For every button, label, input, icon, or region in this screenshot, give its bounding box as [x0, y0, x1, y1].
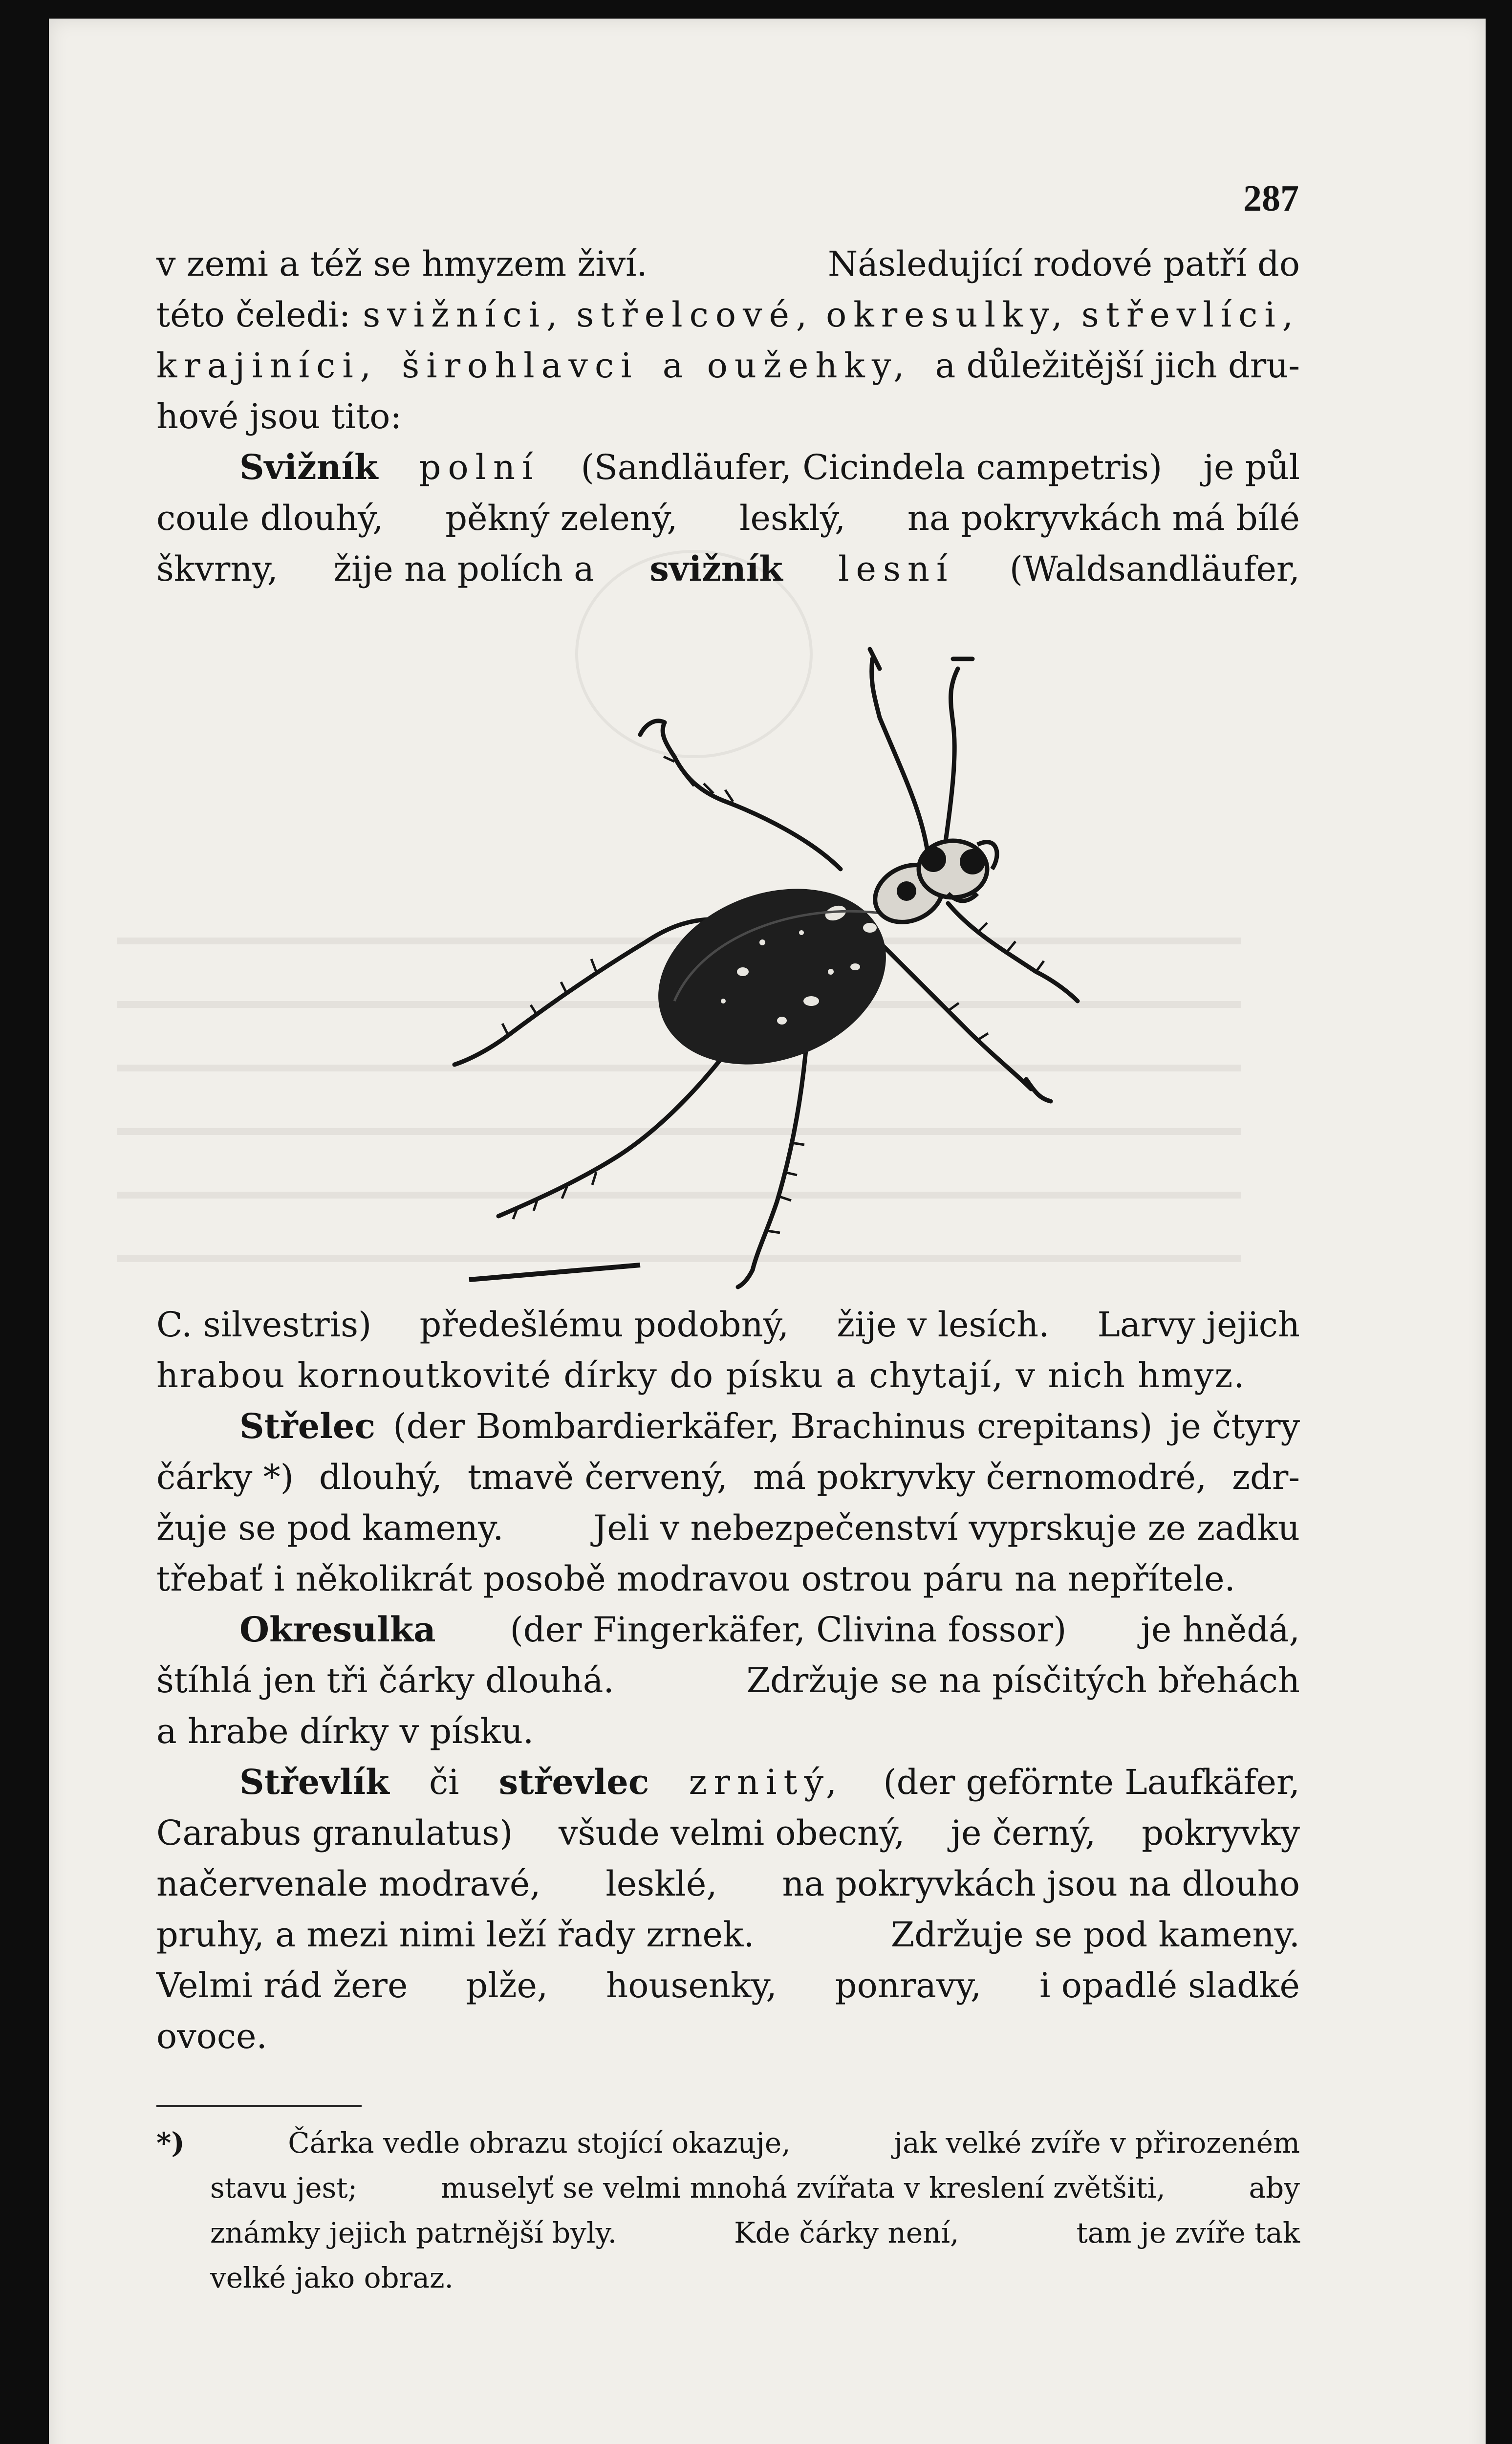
text-segment: Carabus granulatus) — [156, 1813, 513, 1853]
text-segment: Kde čárky není, — [734, 2216, 959, 2249]
text-segment: (der geförnte Laufkäfer, — [883, 1762, 1300, 1802]
text-segment: pokryvky — [1142, 1813, 1300, 1853]
text-line — [156, 1350, 1300, 1401]
genus-name: oužehky, — [707, 346, 911, 386]
text-segment: má pokryvky černomodré, — [753, 1457, 1207, 1497]
leg — [880, 942, 1031, 1089]
text-segment: Larvy jejich — [1097, 1305, 1300, 1345]
genus-name: střevlíci, — [1081, 295, 1300, 335]
text-segment: na pokryvkách má bílé — [907, 498, 1300, 538]
text-segment: Zdržuje se pod kameny. — [890, 1915, 1300, 1955]
text-segment: a hrabe dírky v písku. — [156, 1711, 534, 1751]
text-segment: tam je zvíře tak — [1076, 2216, 1300, 2249]
footnote-marker: *) — [156, 2126, 185, 2160]
text-line — [156, 391, 1300, 442]
footnote-line — [210, 2255, 1300, 2300]
text-segment: Velmi rád žere — [156, 1965, 408, 2006]
text-segment: všude velmi obecný, — [559, 1813, 905, 1853]
text-segment: čárky *) — [156, 1457, 294, 1497]
text-line — [156, 1858, 1300, 1909]
text-segment: (der Bombardierkäfer, Brachinus crepitans) — [393, 1406, 1153, 1446]
footnote-line — [210, 2210, 1300, 2255]
text-line — [156, 1909, 1300, 1960]
text-segment: Následující rodové patří do — [827, 244, 1300, 284]
text-line — [156, 544, 1300, 594]
text-line — [239, 1757, 1300, 1808]
text-line — [156, 493, 1300, 544]
text-segment: ponravy, — [835, 1965, 982, 2006]
genus-name: širohlavci — [402, 346, 639, 386]
text-segment: coule dlouhý, — [156, 498, 384, 538]
text-segment: pruhy, a mezi nimi leží řady zrnek. — [156, 1915, 755, 1955]
text-line — [156, 2011, 1300, 2062]
species-epithet: lesní — [838, 549, 954, 589]
species-name-bold: Střelec — [239, 1406, 376, 1446]
beetle-illustration — [323, 630, 1085, 1299]
text-segment: C. silvestris) — [156, 1305, 372, 1345]
leg — [753, 1045, 806, 1270]
text-segment: tmavě červený, — [467, 1457, 728, 1497]
text-segment: či — [429, 1762, 459, 1802]
text-line — [239, 1604, 1300, 1655]
text-segment: předešlému podobný, — [419, 1305, 789, 1345]
text-segment: žije na polích a — [333, 549, 595, 589]
text-segment: pěkný zelený, — [445, 498, 678, 538]
footnote-line — [156, 2120, 1300, 2165]
footnote-line — [210, 2165, 1300, 2210]
text-segment: a — [662, 346, 683, 386]
text-line — [156, 1503, 1300, 1553]
text-segment: škvrny, — [156, 549, 278, 589]
beetle-elytra — [633, 858, 910, 1095]
text-line — [156, 1452, 1300, 1503]
text-segment: žuje se pod kameny. — [156, 1508, 504, 1548]
text-line — [156, 1299, 1300, 1350]
book-page — [49, 19, 1486, 2444]
species-epithet: zrnitý, — [689, 1762, 844, 1802]
text-segment: i opadlé sladké — [1039, 1965, 1300, 2006]
text-segment: plže, — [466, 1965, 548, 2006]
text-segment: Jeli v nebezpečenství vyprskuje ze zadku — [593, 1508, 1300, 1548]
text-segment: housenky, — [606, 1965, 777, 2006]
species-epithet: polní — [419, 447, 540, 487]
text-line — [156, 340, 1300, 391]
text-segment: ovoce. — [156, 2016, 267, 2056]
text-segment: štíhlá jen tři čárky dlouhá. — [156, 1660, 614, 1701]
text-segment: (Sandläufer, Cicindela campetris) — [581, 447, 1163, 487]
text-segment: Zdržuje se na písčitých břehách — [746, 1660, 1300, 1701]
antenna — [872, 659, 929, 859]
text-line — [156, 1960, 1300, 2011]
text-segment: žije v lesích. — [837, 1305, 1050, 1345]
text-segment: je půl — [1203, 447, 1300, 487]
text-line — [156, 1706, 1300, 1757]
text-segment: zdr- — [1232, 1457, 1300, 1497]
text-segment: na pokryvkách jsou na dlouho — [782, 1864, 1300, 1904]
text-segment: je černý, — [950, 1813, 1096, 1853]
species-name-bold: střevlec — [498, 1762, 649, 1802]
genus-name: svižníci, — [363, 295, 564, 335]
text-line — [239, 1401, 1300, 1452]
text-segment: dlouhý, — [319, 1457, 442, 1497]
antenna — [943, 669, 958, 859]
leg — [948, 903, 1078, 1001]
text-segment: v zemi a též se hmyzem živí. — [156, 244, 648, 284]
text-line — [239, 442, 1300, 493]
text-segment: této čeledi: — [156, 295, 351, 335]
text-segment: hrabou kornoutkovité dírky do písku a chytají, v nich hmyz. — [156, 1355, 1246, 1396]
species-name-bold: svižník — [649, 548, 783, 589]
text-line — [156, 1655, 1300, 1706]
text-segment: a důležitější jich dru- — [935, 346, 1300, 386]
page-number: 287 — [1243, 178, 1299, 219]
species-name-bold: Svižník — [239, 447, 378, 487]
text-line — [156, 289, 1300, 340]
text-segment: je čtyry — [1170, 1406, 1300, 1446]
text-segment: načervenale modravé, — [156, 1864, 541, 1904]
text-segment: muselyť se velmi mnohá zvířata v kreslení zvětšiti, — [440, 2171, 1166, 2204]
genus-name: okresulky, — [826, 295, 1069, 335]
genus-name: střelcové, — [576, 295, 814, 335]
leg — [498, 1050, 728, 1216]
text-segment: Čárka vedle obrazu stojící okazuje, — [288, 2126, 791, 2160]
text-segment: lesklý, — [739, 498, 846, 538]
text-segment: (der Fingerkäfer, Clivina fossor) — [510, 1610, 1067, 1650]
genus-name: krajiníci, — [156, 346, 378, 386]
footnote-rule — [156, 2105, 362, 2107]
species-name-bold: Okresulka — [239, 1609, 436, 1650]
text-segment: je hnědá, — [1141, 1610, 1300, 1650]
text-segment: jak velké zvíře v přirozeném — [894, 2126, 1300, 2160]
text-segment: velké jako obraz. — [210, 2261, 454, 2294]
text-segment: třebať i několikrát posobě modravou ostrou páru na nepřítele. — [156, 1559, 1235, 1599]
text-line — [156, 239, 1300, 289]
text-line — [156, 1553, 1300, 1604]
text-segment: stavu jest; — [210, 2171, 358, 2204]
size-scale-bar — [469, 1265, 640, 1280]
text-segment: aby — [1249, 2171, 1300, 2204]
text-segment: (Waldsandläufer, — [1009, 549, 1300, 589]
text-segment: hové jsou tito: — [156, 396, 402, 436]
species-name-bold: Střevlík — [239, 1762, 389, 1802]
text-line — [156, 1808, 1300, 1858]
text-segment: známky jejich patrnější byly. — [210, 2216, 617, 2249]
leg — [663, 722, 841, 869]
text-segment: lesklé, — [605, 1864, 717, 1904]
